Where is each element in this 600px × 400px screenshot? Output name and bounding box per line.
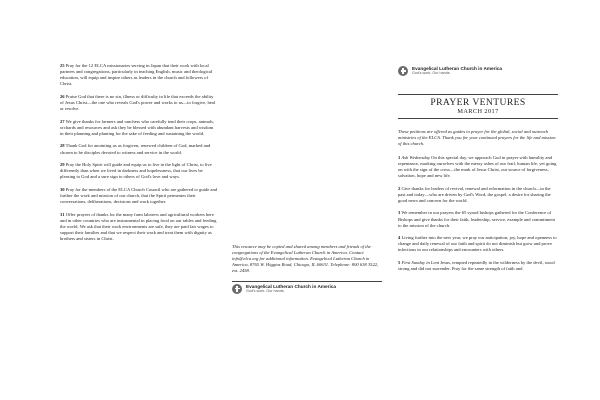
prayer-number: 5 <box>398 260 401 265</box>
prayer-number: 1 <box>398 154 401 160</box>
prayer-item-25 <box>60 63 218 87</box>
brand-tagline: God's work. Our hands. <box>246 288 285 293</box>
prayer-text: On this special day, we approach God in prayer with humility and repentance, marking ourselves with the messy ashes of our frail, human life, yet going on with the sign of the cross—the mark of Jesus Christ, our source of forgiveness, salvation, hope and new life. <box>398 154 557 179</box>
prayer-number: 26 <box>60 93 65 99</box>
prayer-number: 31 <box>60 211 65 217</box>
back-cover-panel <box>232 244 382 294</box>
prayer-number: 29 <box>60 162 65 168</box>
prayer-text: Give thanks for leaders of revival, renewal and reformation in the church—in the past and today—who are driven by God's Word, the gospel, a desire for sharing the good news and concern for the world. <box>398 185 551 203</box>
prayer-number: 2 <box>398 185 401 191</box>
prayer-item-26 <box>60 94 218 112</box>
prayer-text: Jesus, tempted repeatedly in the wilderness by the devil, stood strong and did not surrender. Pray for the same strength of faith and <box>398 260 555 272</box>
prayer-item-1 <box>398 155 558 179</box>
prayer-number: 28 <box>60 143 65 149</box>
prayer-item-27 <box>60 119 218 137</box>
prayer-number: 4 <box>398 235 401 241</box>
brand-header <box>398 66 558 76</box>
prayer-item-5 <box>398 260 558 272</box>
elca-cross-logo-icon <box>398 66 408 76</box>
elca-cross-logo-icon <box>232 284 242 294</box>
brand-footer <box>232 284 382 294</box>
prayer-text: Pray for the 12 ELCA missionaries serving in Japan that their work with local partners and congregations, particularly in teaching English, music and theological education, will equip and inspire others as leaders in the church and followers of Christ. <box>60 63 213 87</box>
brand-name: Evangelical Lutheran Church in America <box>412 66 502 72</box>
prayer-lead: Ash Wednesday <box>401 154 430 160</box>
prayer-text: Living further into the new year, we pray our anticipation, joy, hope and openness to change and daily renewal of our faith and spirit do not diminish but grow and prove infectious in our relationships and encounters with others. <box>398 235 557 253</box>
prayer-number: 30 <box>60 186 65 192</box>
prayer-text: We remember in our prayers the 65 synod bishops gathered for the Conference of Bishops and give thanks for their faith, leadership, service, example and commitment to the mission of the church. <box>398 210 555 228</box>
brand-name: Evangelical Lutheran Church in America <box>246 283 336 289</box>
prayer-number: 25 <box>60 63 65 68</box>
prayer-item-4 <box>398 235 558 253</box>
page-title: PRAYER VENTURES <box>430 97 526 108</box>
prayer-number: 3 <box>398 210 401 216</box>
page-title-block <box>398 94 558 119</box>
prayer-item-3 <box>398 210 558 228</box>
prayer-item-30 <box>60 187 218 205</box>
prayer-text: Offer prayers of thanks for the many farm laborers and agricultural workers here and in other countries who are instrumental in placing food on our tables and feeding the world. We ask that their work environments are safe, they are paid fair wages to support their families and that we respect their work and treat them with dignity as brothers and sisters in Christ. <box>60 211 217 242</box>
prayer-item-2 <box>398 186 558 204</box>
prayer-text: Pray the Holy Spirit will guide and equip us to live in the light of Christ, to live differently than when we lived in darkness and hopelessness, that our lives be pleasing to God and a sure sign to others of God's love and ways. <box>60 162 212 180</box>
prayer-text: Pray for the members of the ELCA Church Council who are gathered to guide and further the work and mission of our church, that the Spirit permeates their conversations, deliberations, decisions and work together. <box>60 186 218 205</box>
prayer-lead: First Sunday in Lent <box>401 260 440 265</box>
intro-text: These petitions are offered as guides to prayer for the global, social and outreach ministries of the ELCA. Thank you for your continued prayers for the life and mission of this church. <box>398 128 556 146</box>
prayer-text: Thank God for anointing us as forgiven, renewed children of God, marked and chosen to be disciples devoted to witness and service in the world. <box>60 143 211 155</box>
prayer-text: We give thanks for farmers and ranchers who carefully tend their crops, animals, orchards and resources and ask they be blessed with abundant harvests and wisdom in their planning and planting for the sake of feeding and sustaining the world. <box>60 118 215 136</box>
page-subtitle: MARCH 2017 <box>457 108 499 115</box>
right-prayer-column <box>398 66 558 279</box>
prayer-number: 27 <box>60 118 65 124</box>
divider <box>232 281 382 282</box>
brand-tagline: God's work. Our hands. <box>412 71 451 76</box>
prayer-item-29 <box>60 162 218 180</box>
left-prayer-column <box>60 63 218 249</box>
prayer-item-28 <box>60 143 218 155</box>
copyright-note: This resource may be copied and shared among members and friends of the congregations of the Evangelical Lutheran Church in America. Contact info@elca.org for additional information. Evangelical Lutheran Church in America, 8765 W. Higgins Road, Chicago, IL 60631. Telephone: 800 638 3522, ext. 2458. <box>232 244 379 274</box>
prayer-text: Praise God that there is no sin, illness or difficulty in life that exceeds the ability of Jesus Christ—the one who reveals God's power and works to us—to forgive, heal or resolve. <box>60 93 216 112</box>
prayer-item-31 <box>60 212 218 242</box>
